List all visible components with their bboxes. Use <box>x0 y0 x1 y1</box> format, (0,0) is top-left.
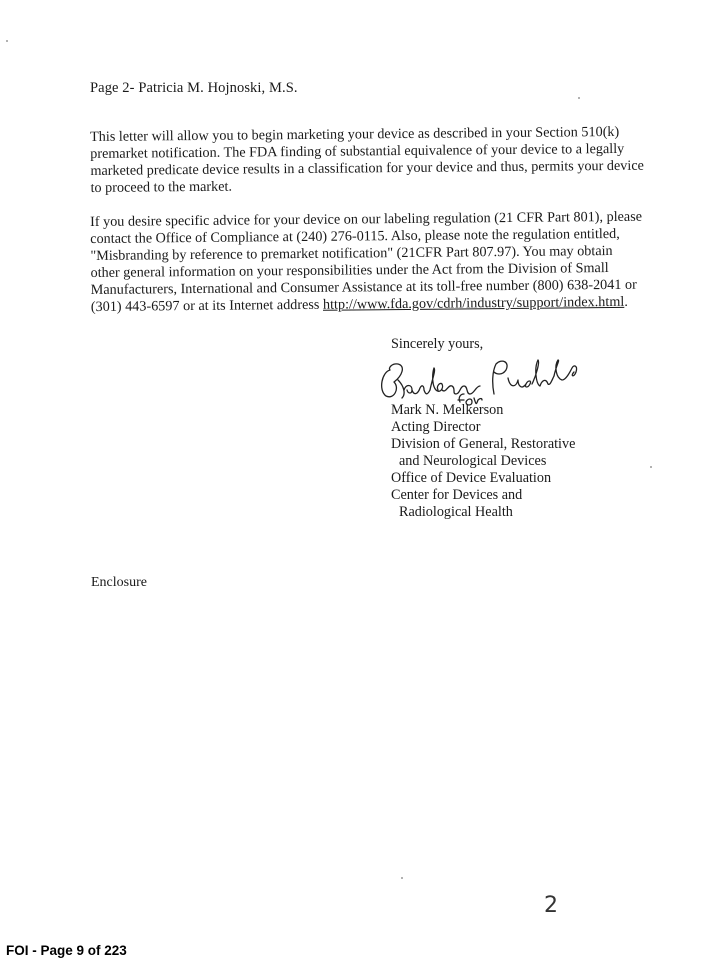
scan-speck <box>6 40 8 42</box>
signatory-division: Division of General, Restorative <box>391 436 576 452</box>
signatory-title: Acting Director <box>391 419 481 435</box>
enclosure-label: Enclosure <box>91 575 147 590</box>
fda-url-link[interactable]: http://www.fda.gov/cdrh/industry/support/index.html <box>322 293 625 313</box>
paragraph-line: premarket notification. The FDA finding of substantial equivalence of your device to a legally <box>90 140 625 162</box>
signatory-center-cont: Radiological Health <box>399 504 513 520</box>
signatory-name: Mark N. Melkerson <box>391 402 504 418</box>
paragraph-line: Manufacturers, International and Consumer Assistance at its toll-free number (800) 638-2041 or <box>90 276 637 298</box>
paragraph-line: contact the Office of Compliance at (240) 276-0115. Also, please note the regulation entitled, <box>90 225 620 247</box>
scan-speck <box>650 466 652 468</box>
scan-speck <box>578 97 580 99</box>
paragraph-line: marketed predicate device results in a classification for your device and thus, permits your device <box>90 157 644 179</box>
closing: Sincerely yours, <box>391 336 484 352</box>
paragraph-marketing <box>90 123 644 197</box>
paragraph-line: other general information on your responsibilities under the Act from the Division of Small <box>90 260 609 281</box>
handwritten-page-number: 2 <box>544 893 558 918</box>
paragraph-line: This letter will allow you to begin marketing your device as described in your Section 510(k) <box>90 123 620 145</box>
paragraph-line: to proceed to the market. <box>90 178 233 196</box>
signature-block <box>391 402 575 521</box>
paragraph-text: . <box>624 293 628 310</box>
paragraph-line: "Misbranding by reference to premarket notification" (21CFR Part 807.97). You may obtain <box>90 242 613 264</box>
paragraph-advice <box>90 208 643 316</box>
paragraph-text: (301) 443-6597 or at its Internet address <box>90 296 324 315</box>
signatory-center: Center for Devices and <box>391 487 523 503</box>
signatory-office: Office of Device Evaluation <box>391 470 552 486</box>
page-header: Page 2- Patricia M. Hojnoski, M.S. <box>90 80 298 96</box>
paragraph-line: If you desire specific advice for your device on our labeling regulation (21 CFR Part 801), please <box>90 208 643 230</box>
handwritten-signature <box>376 350 606 410</box>
foi-page-footer: FOI - Page 9 of 223 <box>6 943 127 958</box>
scan-speck <box>401 877 403 879</box>
signatory-division-cont: and Neurological Devices <box>399 453 547 469</box>
